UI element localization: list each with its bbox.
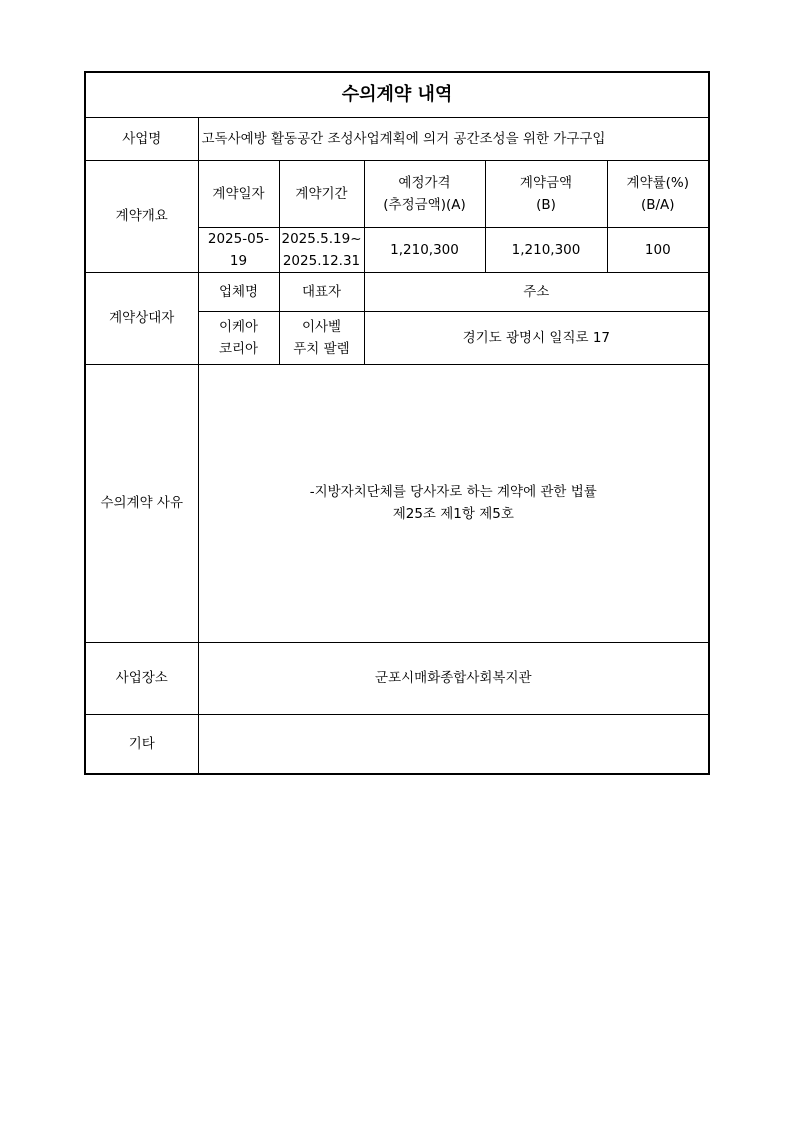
contract-date-value: 2025-05-19: [198, 227, 279, 272]
estimated-price-value: 1,210,300: [364, 227, 485, 272]
reason-line2: 제25조 제1항 제5호: [392, 506, 514, 522]
company-value: [198, 311, 279, 364]
representative-header: 대표자: [279, 272, 364, 311]
counterparty-label: 계약상대자: [85, 272, 198, 364]
overview-label: 계약개요: [85, 160, 198, 272]
estimated-price-header: [364, 160, 485, 227]
project-label: 사업명: [85, 117, 198, 160]
address-header: 주소: [364, 272, 709, 311]
company-value-line2: 코리아: [218, 340, 259, 357]
company-value-line1: 이케아: [218, 318, 259, 335]
contract-rate-header-line2: (B/A): [640, 196, 675, 213]
location-label: 사업장소: [85, 642, 198, 714]
contract-period-end: 2025.12.31: [282, 252, 361, 269]
representative-value-line2: 푸치 팔렘: [293, 340, 350, 357]
contract-amount-value: 1,210,300: [485, 227, 607, 272]
contract-amount-header-line2: (B): [536, 196, 556, 213]
contract-amount-header: [485, 160, 607, 227]
contract-period-start: 2025.5.19~: [281, 230, 362, 247]
contract-date-header: 계약일자: [198, 160, 279, 227]
reason-value: [198, 364, 709, 642]
estimated-price-header-line2: (추정금액)(A): [383, 196, 466, 213]
reason-label: 수의계약 사유: [85, 364, 198, 642]
estimated-price-header-line1: 예정가격: [398, 174, 451, 191]
contract-amount-header-line1: 계약금액: [519, 174, 573, 191]
contract-rate-value: 100: [607, 227, 709, 272]
reason-line1: -지방자치단체를 당사자로 하는 계약에 관한 법률: [309, 484, 597, 500]
representative-value: [279, 311, 364, 364]
contract-period-value: [279, 227, 364, 272]
etc-value: [198, 714, 709, 774]
representative-value-line1: 이사벨: [301, 318, 342, 335]
contract-table: [84, 71, 710, 775]
project-name: 고독사예방 활동공간 조성사업계획에 의거 공간조성을 위한 가구구입: [198, 117, 709, 160]
table-title: 수의계약 내역: [85, 72, 709, 117]
etc-label: 기타: [85, 714, 198, 774]
contract-period-header: 계약기간: [279, 160, 364, 227]
contract-rate-header: [607, 160, 709, 227]
company-header: 업체명: [198, 272, 279, 311]
address-value: 경기도 광명시 일직로 17: [364, 311, 709, 364]
location-value: 군포시매화종합사회복지관: [198, 642, 709, 714]
contract-rate-header-line1: 계약률(%): [626, 174, 690, 191]
